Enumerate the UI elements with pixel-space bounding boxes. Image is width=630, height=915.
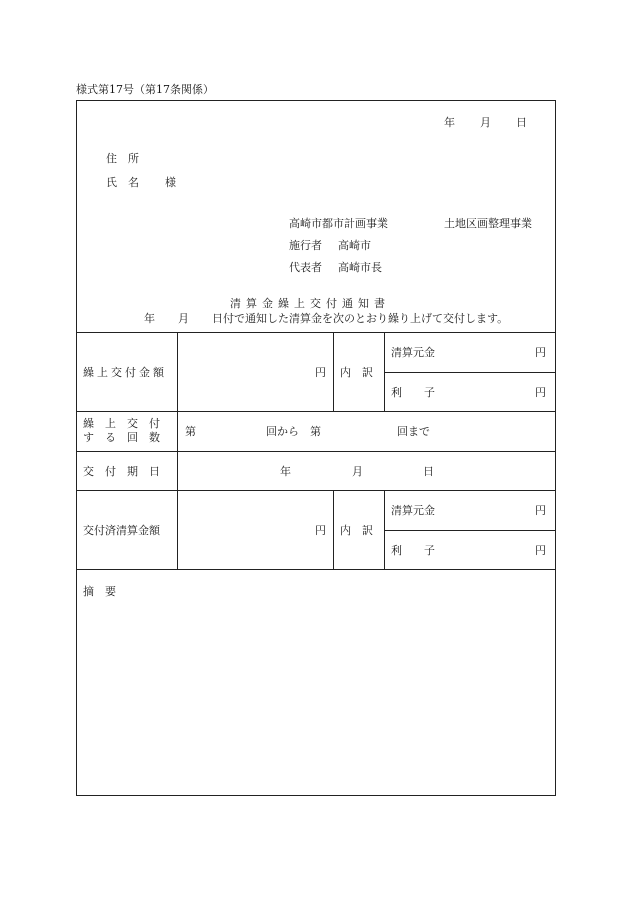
rule-row1-bottom	[76, 411, 556, 412]
notice-body-year: 年	[144, 312, 155, 325]
date-month: 月	[480, 116, 491, 129]
table-top-rule	[76, 332, 556, 333]
project-name: 高崎市都市計画事業	[289, 217, 388, 230]
advance-principal-yen: 円	[535, 346, 546, 359]
notice-title: 清算金繰上交付通知書	[230, 297, 390, 310]
rule-row2-bottom	[76, 451, 556, 452]
advance-principal-label: 清算元金	[391, 346, 435, 359]
delivery-date-month: 月	[352, 465, 363, 478]
remarks-label: 摘 要	[83, 585, 116, 598]
delivery-date-day: 日	[423, 465, 434, 478]
rule-advance-breakdown	[384, 372, 556, 373]
notice-body-text: 日付で通知した清算金を次のとおり繰り上げて交付します。	[212, 312, 509, 325]
date-year: 年	[444, 116, 455, 129]
address-label: 住 所	[106, 152, 139, 165]
name-label: 氏 名	[106, 176, 139, 189]
advance-interest-yen: 円	[535, 386, 546, 399]
rule-paid-breakdown	[384, 530, 556, 531]
paid-amount-label: 交付済清算金額	[83, 524, 160, 537]
paid-breakdown-label: 内 訳	[340, 524, 373, 537]
rule-row3-bottom	[76, 490, 556, 491]
executor: 高崎市	[338, 239, 371, 252]
breakdown-rule-advance-right	[384, 332, 385, 411]
date-day: 日	[516, 116, 527, 129]
paid-principal-yen: 円	[535, 504, 546, 517]
count-to: 回まで	[397, 425, 430, 438]
label-column-rule	[177, 332, 178, 569]
advance-interest-label: 利 子	[391, 386, 435, 399]
paid-interest-yen: 円	[535, 544, 546, 557]
form-frame	[76, 100, 556, 796]
project-type: 土地区画整理事業	[444, 217, 532, 230]
paid-amount-yen: 円	[315, 524, 326, 537]
breakdown-rule-paid-right	[384, 490, 385, 569]
honorific: 様	[165, 176, 176, 189]
executor-label: 施行者	[289, 239, 322, 252]
representative-label: 代表者	[289, 261, 322, 274]
count-prefix: 第	[185, 425, 196, 438]
paid-interest-label: 利 子	[391, 544, 435, 557]
advance-amount-label: 繰上交付金額	[83, 366, 167, 379]
count-label-line2: す る 回 数	[83, 431, 160, 444]
count-label-line1: 繰 上 交 付	[83, 417, 160, 430]
breakdown-rule-advance-left	[333, 332, 334, 411]
delivery-date-year: 年	[280, 465, 291, 478]
representative: 高崎市長	[338, 261, 382, 274]
advance-amount-yen: 円	[315, 366, 326, 379]
notice-body-month: 月	[178, 312, 189, 325]
delivery-date-label: 交 付 期 日	[83, 465, 160, 478]
breakdown-rule-paid-left	[333, 490, 334, 569]
rule-row4-bottom	[76, 569, 556, 570]
count-from: 回から 第	[266, 425, 321, 438]
advance-breakdown-label: 内 訳	[340, 366, 373, 379]
paid-principal-label: 清算元金	[391, 504, 435, 517]
form-number: 様式第17号（第17条関係）	[76, 83, 214, 96]
